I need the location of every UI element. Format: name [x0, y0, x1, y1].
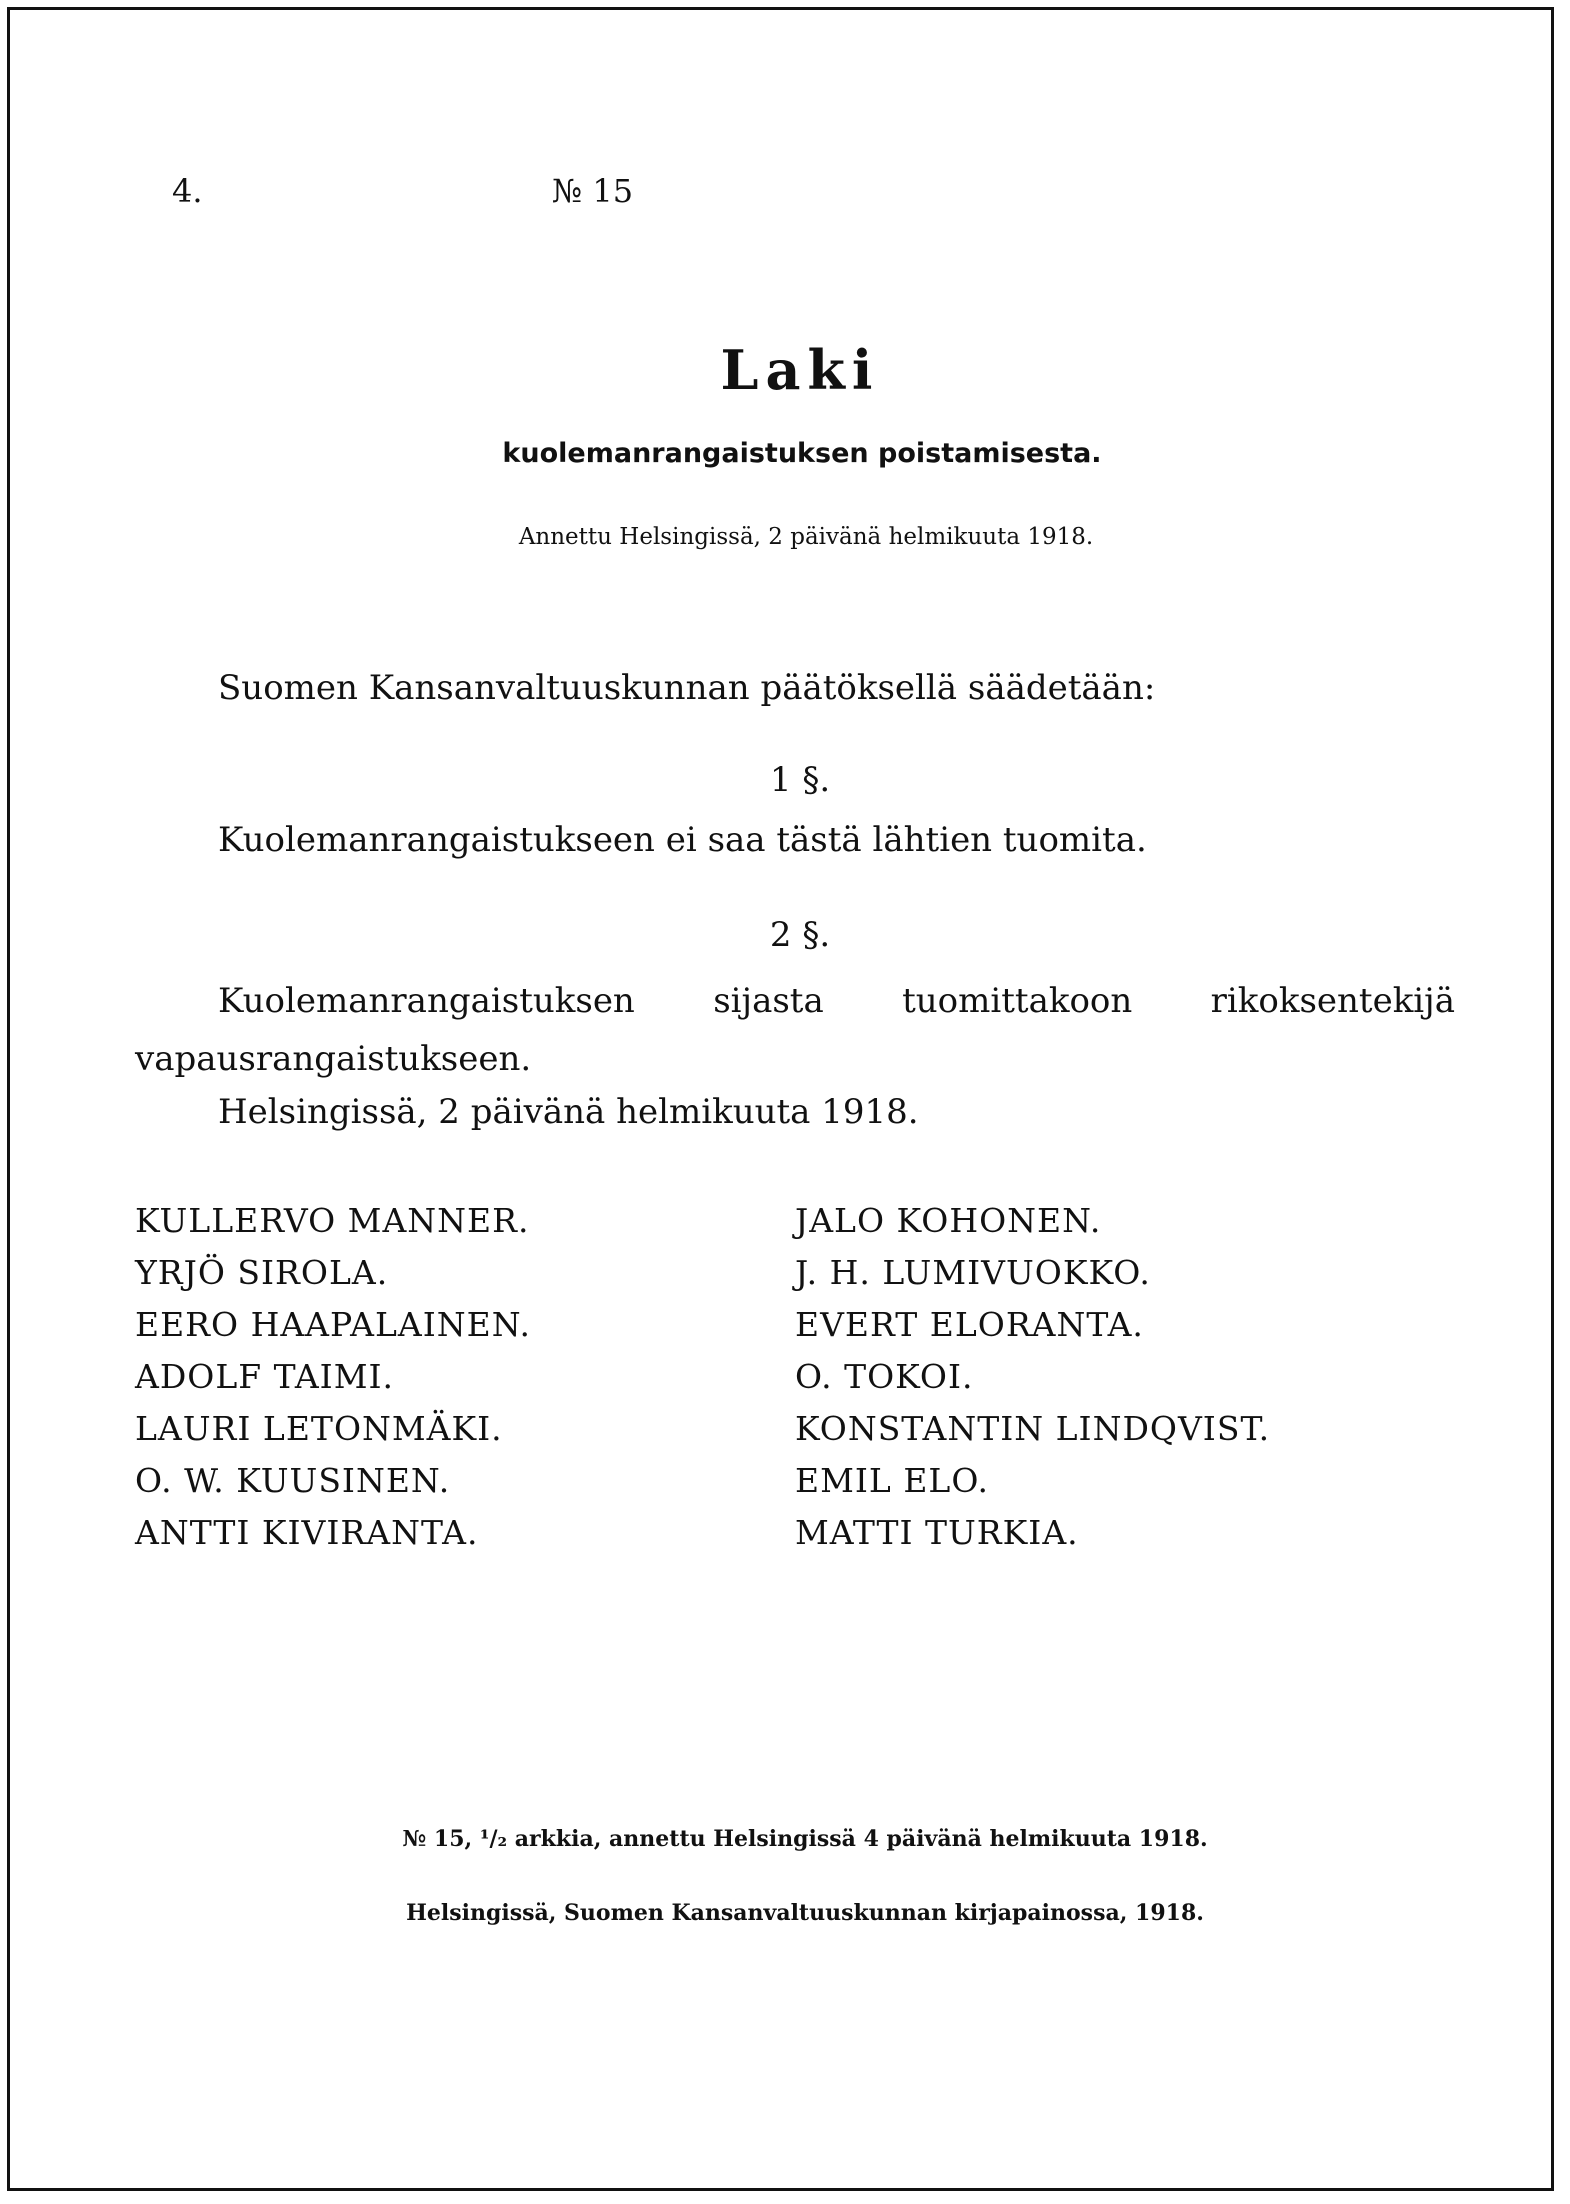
document-subtitle: kuolemanrangaistuksen poistamisesta. — [502, 438, 1102, 469]
printer-footer: Helsingissä, Suomen Kansanvaltuuskunnan kirjapainossa, 1918. — [406, 1900, 1204, 1926]
signatory: O. W. KUUSINEN. — [135, 1461, 451, 1500]
signatory: KULLERVO MANNER. — [135, 1201, 530, 1240]
signatory: YRJÖ SIROLA. — [135, 1253, 389, 1292]
signing-date-line: Helsingissä, 2 päivänä helmikuuta 1918. — [218, 1092, 919, 1132]
signatory: ADOLF TAIMI. — [135, 1357, 395, 1396]
signatories-left — [135, 1195, 531, 1559]
page-number: 4. — [172, 172, 203, 210]
given-date-line: Annettu Helsingissä, 2 päivänä helmikuuta 1918. — [518, 524, 1094, 550]
section-2-text: Kuolemanrangaistuksen sijasta tuomittakoon rikoksentekijä vapausrangaistukseen. — [135, 981, 1455, 1079]
signatory: EMIL ELO. — [795, 1461, 989, 1500]
signatory: ANTTI KIVIRANTA. — [135, 1513, 479, 1552]
signatory: EERO HAAPALAINEN. — [135, 1305, 532, 1344]
section-1-heading: 1 §. — [769, 760, 831, 800]
issue-footer: № 15, ¹/₂ arkkia, annettu Helsingissä 4 päivänä helmikuuta 1918. — [402, 1826, 1208, 1852]
signatory: KONSTANTIN LINDQVIST. — [795, 1409, 1271, 1448]
section-1-text: Kuolemanrangaistukseen ei saa tästä lähtien tuomita. — [218, 820, 1147, 860]
section-2-heading: 2 §. — [769, 915, 831, 955]
signatory: LAURI LETONMÄKI. — [135, 1409, 503, 1448]
signatory: O. TOKOI. — [795, 1357, 974, 1396]
signatory: J. H. LUMIVUOKKO. — [795, 1253, 1151, 1292]
signatory: JALO KOHONEN. — [795, 1201, 1102, 1240]
signatory: MATTI TURKIA. — [795, 1513, 1079, 1552]
document-title: Laki — [720, 338, 880, 402]
signatory: EVERT ELORANTA. — [795, 1305, 1144, 1344]
law-number: № 15 — [551, 172, 634, 210]
enactment-clause: Suomen Kansanvaltuuskunnan päätöksellä säädetään: — [218, 668, 1156, 708]
signatories-right — [795, 1195, 1270, 1559]
